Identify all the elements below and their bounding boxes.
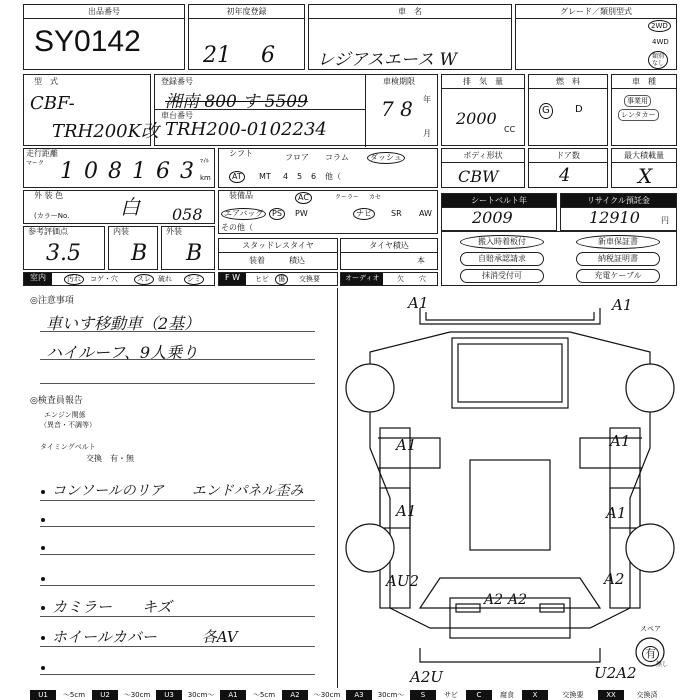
model-name: レジアスエース W	[317, 50, 457, 70]
chassis-value: TRH200-0102234	[165, 119, 327, 140]
interior-cond-scuff: スレ	[134, 274, 154, 285]
legend-item: ～30cm	[118, 690, 156, 700]
damage-mark: U2A2	[594, 664, 637, 682]
legend-item: A2	[282, 690, 308, 700]
legend-item: S	[410, 690, 436, 700]
drive-4wd: 4WD	[652, 38, 669, 46]
recycle-label: リサイクル預託金	[561, 194, 676, 208]
mileage-digit: 1	[60, 159, 74, 184]
rule	[40, 616, 315, 617]
equipment-navi: ナビ	[353, 208, 375, 220]
doors-label: ドア数	[529, 149, 607, 163]
tag-arrival-plate: 搬入時着板付	[460, 235, 544, 249]
recycle-box	[560, 193, 677, 231]
legend-item: ～5cm	[246, 690, 282, 700]
chassis-label: 車台番号	[161, 111, 193, 120]
interior-condition-box	[23, 272, 215, 286]
damage-mark: A2	[508, 592, 528, 608]
shift-6: 6	[311, 172, 317, 181]
legend-item: U2	[92, 690, 118, 700]
capacity-label: 最大積載量	[612, 149, 676, 163]
report-bullet	[41, 490, 45, 494]
tag-insurance: 自賠承認請求	[460, 252, 544, 266]
inspector-label: ◎検査員報告	[30, 396, 83, 406]
fuel-label: 燃 料	[529, 75, 607, 89]
katashiki-label: 型 式	[34, 77, 58, 86]
audio-missing: 欠	[397, 275, 404, 283]
rule	[40, 383, 315, 384]
mileage-digit: 3	[180, 159, 194, 184]
rule	[40, 554, 315, 555]
exterior-grade-value: B	[186, 241, 203, 266]
legend-item: 交換済	[624, 690, 670, 700]
exterior-grade-box	[161, 226, 215, 270]
color-no-label: (カラーNo.	[34, 212, 70, 220]
registration-box	[154, 74, 438, 146]
caution-label: ◎注意事項	[30, 296, 74, 306]
legend-item: C	[466, 690, 492, 700]
legend-item: XX	[598, 690, 624, 700]
equipment-cooler: クーラー	[335, 194, 360, 201]
damage-mark: A1	[396, 436, 417, 454]
equipment-ps: PS	[269, 208, 285, 220]
damage-mark: A1	[408, 294, 429, 312]
report-bullet	[41, 666, 45, 670]
category-rental: レンタカー	[618, 109, 659, 121]
inspection-month-unit: 月	[423, 129, 431, 138]
first-registration-year: 21	[203, 43, 231, 68]
report-bullet	[41, 636, 45, 640]
fw-label: F W	[219, 273, 246, 285]
ref-grade-value: 3.5	[46, 241, 81, 266]
equipment-label: 装備品	[229, 191, 253, 200]
interior-grade-box	[108, 226, 158, 270]
fw-replace: 交換要	[299, 275, 320, 283]
color-code: 058	[172, 205, 203, 224]
timing-label: タイミングベルト	[40, 443, 96, 451]
rule	[40, 585, 315, 586]
mileage-digits	[60, 159, 204, 184]
katashiki-box	[23, 74, 160, 146]
category-box	[611, 74, 677, 146]
model-name-box	[308, 4, 512, 70]
katashiki-value-1: CBF-	[30, 93, 75, 114]
interior-cond-label: 室内	[24, 273, 52, 285]
damage-mark: A2U	[410, 668, 444, 686]
report-bullet	[41, 518, 45, 522]
interior-grade-label: 内装	[113, 227, 129, 236]
doors-value: 4	[559, 165, 571, 186]
legend-item: U1	[30, 690, 56, 700]
fw-scratch: 傷	[275, 274, 288, 285]
legend-item: ～5cm	[56, 690, 92, 700]
equipment-cassette: カセ	[369, 194, 382, 201]
damage-mark: A2	[604, 570, 625, 588]
damage-mark: A2	[484, 592, 504, 608]
first-registration-box	[188, 4, 305, 70]
caution-line-2: ハイルーフ、9人乗り	[46, 343, 199, 362]
drive-2wd: 2WD	[648, 20, 671, 32]
studless-attached: 装着	[249, 256, 265, 265]
report-bullet	[41, 577, 45, 581]
registration-value: 湘南 800 す 5509	[165, 92, 308, 112]
rule	[40, 646, 315, 647]
displacement-box	[441, 74, 525, 146]
legend-item: 交換要	[548, 690, 598, 700]
shift-box	[218, 148, 438, 188]
registration-label: 登録番号	[161, 77, 193, 86]
interior-cond-dirt: 汚れ	[64, 274, 84, 285]
mileage-digit: 0	[84, 159, 98, 184]
fuel-box	[528, 74, 608, 146]
shift-floor: フロア	[285, 153, 309, 162]
equipment-pw: PW	[295, 209, 308, 218]
inspection-label: 車検期限	[383, 77, 415, 86]
inspection-year-unit: 年	[423, 95, 431, 104]
type-none-badge	[648, 51, 668, 69]
mileage-unit: km	[200, 174, 211, 182]
studless-loaded: 積込	[289, 256, 305, 265]
studless-label: スタッドレスタイヤ	[219, 239, 337, 253]
mileage-digit: 1	[132, 159, 146, 184]
model-name-label: 車 名	[309, 5, 511, 19]
rule	[40, 331, 315, 332]
body-shape-label: ボディ形状	[442, 149, 524, 163]
body-shape-value: CBW	[458, 167, 499, 186]
tire-load-box	[340, 238, 438, 270]
lot-number: SY0142	[34, 25, 141, 58]
exterior-grade-label: 外装	[166, 227, 182, 236]
fw-crack: ヒビ	[255, 275, 269, 283]
engine-sub: （異音・不調等）	[40, 421, 96, 429]
equipment-ac: AC	[295, 192, 312, 204]
lot-number-label: 出品番号	[24, 5, 184, 19]
fuel-gasoline: G	[539, 103, 553, 119]
inspection-value: 7 8	[381, 97, 413, 121]
legend-item: 30cm～	[182, 690, 220, 700]
legend-item: A3	[346, 690, 372, 700]
shift-mt: MT	[259, 172, 271, 181]
capacity-box	[611, 148, 677, 188]
shift-at: AT	[229, 171, 245, 183]
report-line-5: カミラー キズ	[52, 598, 172, 616]
interior-grade-value: B	[131, 241, 148, 266]
displacement-label: 排 気 量	[442, 75, 524, 89]
tag-warranty: 新車保証書	[576, 235, 660, 249]
rule	[40, 526, 315, 527]
tire-load-value: 本	[417, 256, 425, 265]
audio-box	[340, 272, 438, 286]
grade-label: グレード／類別型式	[516, 5, 676, 19]
shift-dash: ダッシュ	[367, 152, 405, 164]
recycle-unit: 円	[661, 216, 669, 225]
seatbelt-value: 2009	[472, 208, 513, 227]
first-registration-label: 初年度登録	[189, 5, 304, 19]
spare-none: 無し	[656, 661, 669, 668]
timing-value: 交換 有・無	[86, 454, 134, 463]
tire-load-label: タイヤ積込	[341, 239, 437, 253]
shift-5: 5	[297, 172, 303, 181]
recycle-value: 12910	[589, 208, 640, 227]
legend-item: 30cm～	[372, 690, 410, 700]
legend-item: A1	[220, 690, 246, 700]
mileage-box	[23, 148, 215, 188]
damage-mark: AU2	[386, 572, 420, 590]
documents-box	[441, 231, 677, 286]
mileage-meter: マーク	[26, 160, 45, 167]
mileage-label: 走行距離	[26, 149, 58, 158]
color-box	[23, 190, 215, 224]
category-label: 車 種	[612, 75, 676, 89]
damage-mark: A1	[612, 296, 633, 314]
damage-mark: A1	[396, 502, 417, 520]
engine-label: エンジン関係	[44, 411, 86, 419]
tag-charging-cable: 充電ケーブル	[576, 269, 660, 283]
inspection-divider	[365, 75, 366, 147]
shift-column: コラム	[325, 153, 349, 162]
seatbelt-label: シートベルト年	[442, 194, 556, 208]
interior-cond-burn: コゲ・穴	[90, 275, 118, 283]
studless-box	[218, 238, 338, 270]
fw-box	[218, 272, 338, 286]
equipment-other: その他（	[221, 223, 253, 232]
displacement-unit: CC	[504, 125, 516, 134]
fuel-diesel: D	[575, 104, 583, 115]
equipment-sr: SR	[391, 209, 402, 218]
first-registration-month: 6	[261, 43, 275, 68]
equipment-aw: AW	[419, 209, 432, 218]
legend-item: U3	[156, 690, 182, 700]
shift-label: シフト	[229, 149, 253, 158]
tag-cancellation: 抹消受付可	[460, 269, 544, 283]
legend-item: X	[522, 690, 548, 700]
report-bullet	[41, 606, 45, 610]
shift-4: 4	[283, 172, 289, 181]
grade-box	[515, 4, 677, 70]
equipment-airbag: エアバッグ	[221, 208, 266, 220]
mileage-digit: 8	[108, 159, 122, 184]
registration-divider	[155, 109, 365, 110]
interior-cond-tear: 破れ	[158, 275, 172, 283]
equipment-box	[218, 190, 438, 234]
tag-tax-cert: 納税証明書	[576, 252, 660, 266]
spare-label: スペア	[640, 625, 661, 633]
mileage-digit: 6	[156, 159, 170, 184]
color-label: 外 装 色	[34, 191, 64, 200]
caution-line-1: 車いす移動車（2基）	[46, 314, 201, 333]
legend-item: 腐食	[492, 690, 522, 700]
audio-hole: 穴	[419, 275, 426, 283]
type-none-b: なし	[652, 60, 665, 67]
ref-grade-label: 参考評価点	[28, 227, 68, 236]
seatbelt-box	[441, 193, 557, 231]
report-line-6: ホイールカバー 各AV	[52, 628, 238, 646]
spare-value: 有	[642, 646, 659, 662]
report-bullet	[41, 546, 45, 550]
category-business: 事業用	[624, 95, 651, 107]
audio-label: オーディオ	[341, 273, 383, 285]
report-line-1: コンソールのリア エンドパネル歪み	[52, 483, 304, 499]
rule	[40, 500, 315, 501]
interior-cond-stain: シミ	[184, 274, 204, 285]
rule	[40, 359, 315, 360]
body-shape-box	[441, 148, 525, 188]
damage-mark: A1	[610, 432, 631, 450]
legend-item: サビ	[436, 690, 466, 700]
capacity-value: X	[638, 164, 653, 188]
lot-number-box	[23, 4, 185, 70]
ref-grade-box	[23, 226, 105, 270]
katashiki-value-2: TRH200K改	[52, 121, 160, 142]
damage-mark: A1	[606, 504, 627, 522]
legend-item: ～30cm	[308, 690, 346, 700]
shift-other: 他（	[325, 172, 341, 181]
type-none-a: 類別	[652, 53, 665, 60]
displacement-value: 2000	[456, 109, 497, 128]
color-value: 白	[120, 195, 140, 219]
doors-box	[528, 148, 608, 188]
rule	[40, 674, 315, 675]
mileage-unit-mile: ﾏｲﾙ	[200, 158, 210, 165]
